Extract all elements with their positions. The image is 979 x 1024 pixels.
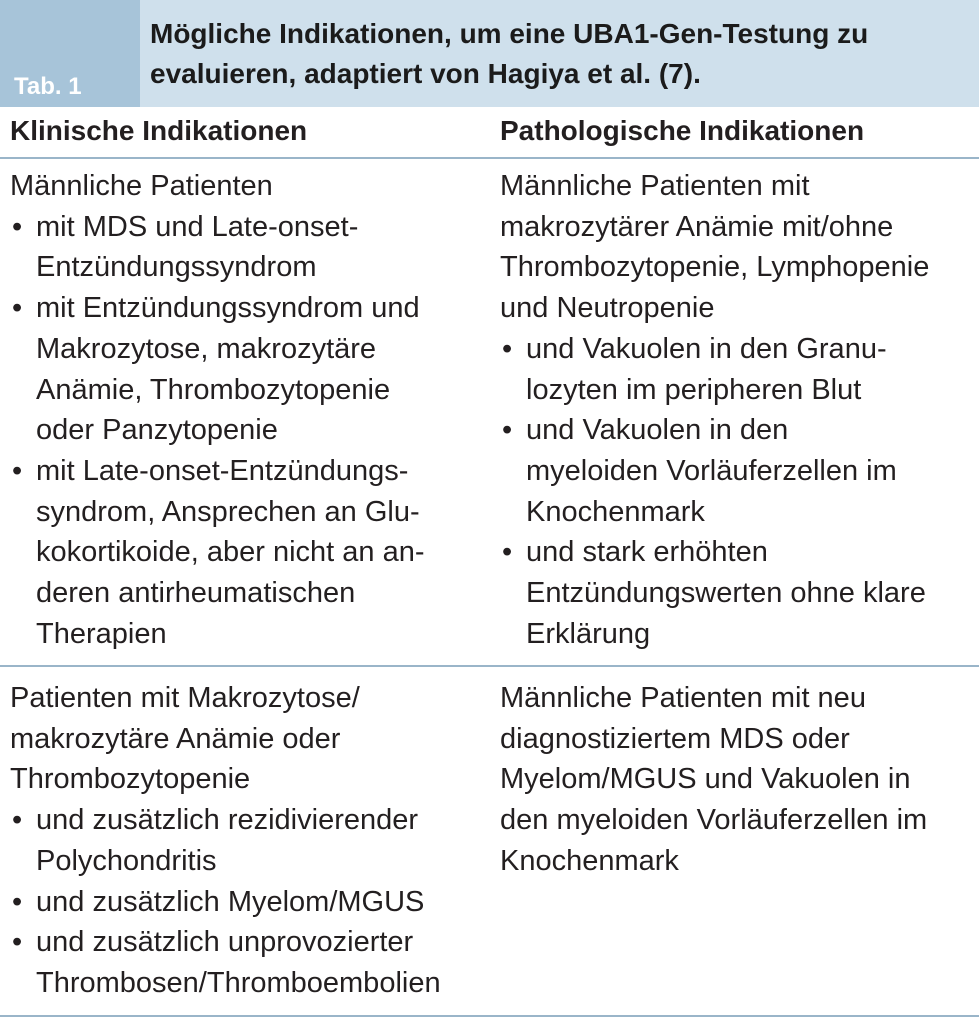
cell-intro-line: makrozytäre Anämie oder xyxy=(10,722,341,755)
bullet-icon: • xyxy=(502,414,513,447)
bullet-list xyxy=(10,800,490,1004)
cell-intro-line: diagnostiziertem MDS oder xyxy=(500,722,850,755)
list-item xyxy=(10,288,490,451)
table-title-line: Mögliche Indikationen, um eine UBA1-Gen-Testung zu xyxy=(150,18,869,49)
list-item-line: mit Late-onset-Entzündungs- xyxy=(36,454,409,487)
table-bottom-rule xyxy=(0,1015,979,1017)
list-item-line: mit Entzündungssyndrom und xyxy=(36,292,420,325)
cell-intro-line: und Neutropenie xyxy=(500,292,715,325)
table-number: Tab. 1 xyxy=(14,73,82,100)
bullet-icon: • xyxy=(12,804,23,837)
list-item-line: und Vakuolen in den Granu- xyxy=(526,332,887,365)
bullet-icon: • xyxy=(502,332,513,365)
row1-pathological-cell xyxy=(500,166,979,654)
list-item-line: und zusätzlich Myelom/MGUS xyxy=(36,885,425,918)
bullet-list xyxy=(10,207,490,655)
list-item-line: Knochenmark xyxy=(526,495,705,528)
list-item xyxy=(500,532,979,654)
list-item-line: Erklärung xyxy=(526,617,651,650)
cell-intro-line: Thrombozytopenie, Lymphopenie xyxy=(500,251,930,284)
bullet-icon: • xyxy=(12,210,23,243)
cell-intro-line: Myelom/MGUS und Vakuolen in xyxy=(500,763,911,796)
list-item xyxy=(10,451,490,655)
column-header-clinical: Klinische Indikationen xyxy=(10,115,308,146)
list-item-line: syndrom, Ansprechen an Glu- xyxy=(36,495,420,528)
cell-intro-line: den myeloiden Vorläuferzellen im xyxy=(500,804,928,837)
table-title-line: evaluieren, adaptiert von Hagiya et al. (7). xyxy=(150,58,701,89)
column-header-pathological: Pathologische Indikationen xyxy=(500,115,865,146)
column-headers xyxy=(0,107,979,159)
list-item-line: lozyten im peripheren Blut xyxy=(526,373,862,406)
bullet-icon: • xyxy=(12,885,23,918)
list-item-line: deren antirheumatischen xyxy=(36,577,356,610)
cell-intro-line: Männliche Patienten mit neu xyxy=(500,682,866,714)
row1-clinical-cell xyxy=(10,166,490,654)
cell-intro: Männliche Patienten xyxy=(10,170,273,202)
list-item-line: myeloiden Vorläuferzellen im xyxy=(526,454,897,487)
list-item-line: Anämie, Thrombozytopenie xyxy=(36,373,391,406)
bullet-icon: • xyxy=(12,454,23,487)
list-item-line: und stark erhöhten xyxy=(526,536,768,569)
list-item-line: kokortikoide, aber nicht an an- xyxy=(36,536,425,569)
table-header xyxy=(0,0,979,107)
cell-intro-line: Männliche Patienten mit xyxy=(500,170,810,202)
table-title-box xyxy=(140,0,979,107)
list-item xyxy=(10,922,490,1003)
list-item-line: und zusätzlich rezidivierender xyxy=(36,804,419,837)
bullet-icon: • xyxy=(12,292,23,325)
list-item xyxy=(10,207,490,288)
row2-clinical-cell xyxy=(10,678,490,1004)
list-item-line: Thrombosen/Thromboembolien xyxy=(36,966,441,999)
cell-intro-line: makrozytärer Anämie mit/ohne xyxy=(500,210,894,243)
list-item xyxy=(500,329,979,410)
list-item-line: Entzündungssyndrom xyxy=(36,251,317,284)
table-title xyxy=(150,14,970,94)
cell-intro-line: Knochenmark xyxy=(500,844,679,877)
cell-intro-line: Thrombozytopenie xyxy=(10,763,251,796)
table-number-box xyxy=(0,0,140,107)
bullet-icon: • xyxy=(12,926,23,959)
list-item-line: Polychondritis xyxy=(36,844,217,877)
list-item-line: und zusätzlich unprovozierter xyxy=(36,926,414,959)
list-item-line: oder Panzytopenie xyxy=(36,414,278,447)
row2-pathological-cell xyxy=(500,678,979,882)
list-item xyxy=(10,800,490,881)
list-item xyxy=(500,410,979,532)
bullet-list xyxy=(500,329,979,655)
list-item-line: Makrozytose, makrozytäre xyxy=(36,332,377,365)
list-item xyxy=(10,882,490,923)
list-item-line: Therapien xyxy=(36,617,167,650)
list-item-line: und Vakuolen in den xyxy=(526,414,789,447)
list-item-line: Entzündungswerten ohne klare xyxy=(526,577,926,610)
row-divider xyxy=(0,665,979,667)
cell-intro-line: Patienten mit Makrozytose/ xyxy=(10,682,360,714)
list-item-line: mit MDS und Late-onset- xyxy=(36,210,359,243)
bullet-icon: • xyxy=(502,536,513,569)
